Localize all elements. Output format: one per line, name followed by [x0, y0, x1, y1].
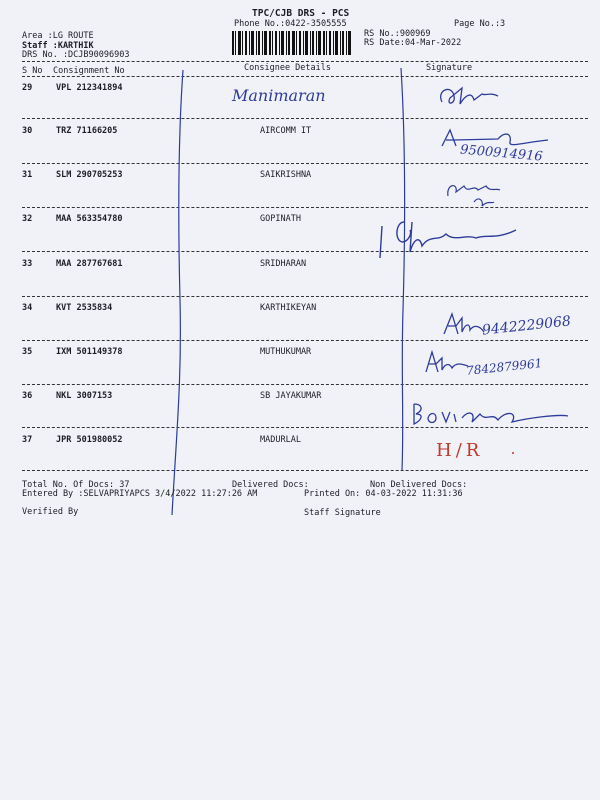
signature-row-32	[376, 212, 526, 264]
row-35-consignment: IXM 501149378	[56, 347, 123, 357]
col-header-sno: S No	[22, 66, 43, 76]
row-31-sno: 31	[22, 170, 33, 180]
row-30-consignment: TRZ 71166205	[56, 126, 118, 136]
signature-row-36	[408, 400, 578, 430]
staff-signature-label: Staff Signature	[304, 508, 381, 518]
row-33-sno: 33	[22, 259, 33, 269]
row-36-consignment: NKL 3007153	[56, 391, 113, 401]
row-34-consignment: KVT 2535834	[56, 303, 113, 313]
entered-by: Entered By :SELVAPRIYAPCS 3/4/2022 11:27:26 AM	[22, 489, 258, 499]
drs-number: DRS No. :DCJB90096903	[22, 50, 130, 60]
row-36-sno: 36	[22, 391, 33, 401]
signature-row-31	[444, 176, 514, 210]
row-32-consignment: MAA 563354780	[56, 214, 123, 224]
row-34-sno: 34	[22, 303, 33, 313]
row-34-consignee: KARTHIKEYAN	[260, 303, 317, 313]
printed-on: Printed On: 04-03-2022 11:31:36	[304, 489, 463, 499]
col-header-signature: Signature	[426, 63, 473, 73]
row-29-consignment: VPL 212341894	[56, 83, 123, 93]
document-title: TPC/CJB DRS - PCS	[252, 8, 350, 19]
row-33-consignee: SRIDHARAN	[260, 259, 307, 269]
handwritten-phone-row-30: 9500914916	[459, 142, 544, 165]
row-31-consignee: SAIKRISHNA	[260, 170, 312, 180]
row-37-sno: 37	[22, 435, 33, 445]
rs-date: RS Date:04-Mar-2022	[364, 38, 462, 48]
handwritten-phone-row-34: 9442229068	[481, 313, 572, 339]
handwritten-phone-row-35: 7842879961	[465, 356, 543, 378]
area-label: Area :LG ROUTE	[22, 31, 94, 41]
col-header-consignee: Consignee Details	[244, 63, 331, 73]
non-delivered-docs: Non Delivered Docs:	[370, 480, 468, 490]
rs-number: RS No.:900969	[364, 29, 431, 39]
row-33-consignment: MAA 287767681	[56, 259, 123, 269]
row-37-consignee: MADURLAL	[260, 435, 301, 445]
row-35-consignee: MUTHUKUMAR	[260, 347, 312, 357]
page-number: Page No.:3	[454, 19, 506, 29]
delivered-docs: Delivered Docs:	[232, 480, 309, 490]
signature-row-35	[422, 348, 472, 378]
row-31-consignment: SLM 290705253	[56, 170, 123, 180]
red-ink-dot	[512, 452, 514, 454]
row-37-consignment: JPR 501980052	[56, 435, 123, 445]
staff-label: Staff :KARTHIK	[22, 41, 94, 51]
signature-row-29	[432, 82, 512, 112]
row-35-sno: 35	[22, 347, 33, 357]
total-docs: Total No. Of Docs: 37	[22, 480, 130, 490]
row-32-sno: 32	[22, 214, 33, 224]
handwritten-name-row-29: Manimaran	[232, 86, 326, 105]
col-header-consignment: Consignment No	[53, 66, 125, 76]
row-36-consignee: SB JAYAKUMAR	[260, 391, 322, 401]
verified-by: Verified By	[22, 507, 79, 517]
row-32-consignee: GOPINATH	[260, 214, 301, 224]
phone-number: Phone No.:0422-3505555	[234, 19, 347, 29]
row-29-sno: 29	[22, 83, 33, 93]
row-30-sno: 30	[22, 126, 33, 136]
row-30-consignee: AIRCOMM IT	[260, 126, 312, 136]
handwritten-mark-row-37: H/R	[436, 440, 484, 461]
